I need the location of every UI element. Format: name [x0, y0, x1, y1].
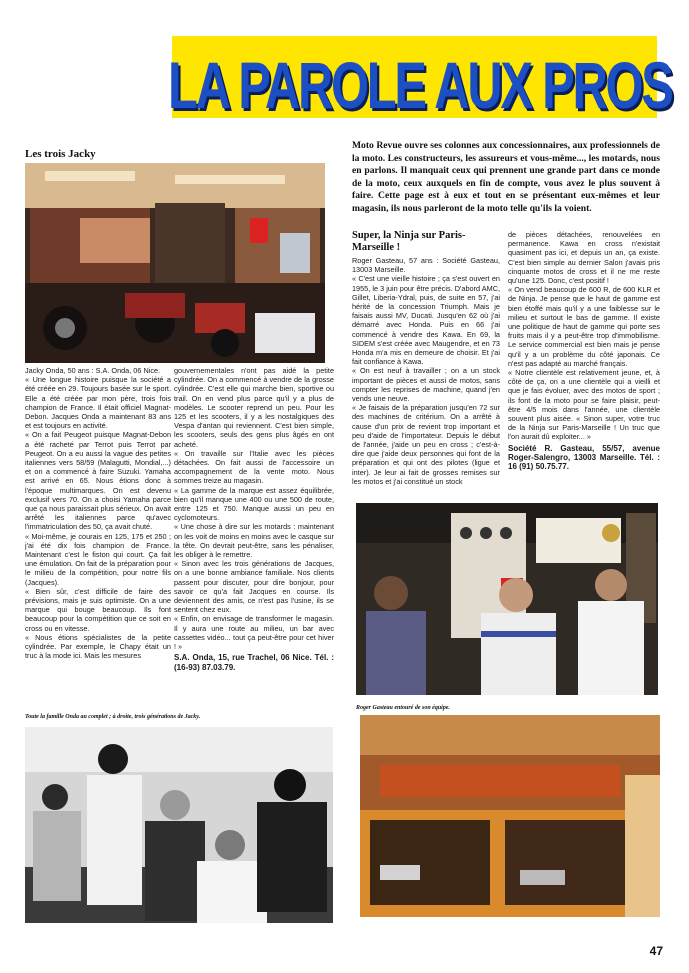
gasteau-article-col2	[508, 230, 660, 496]
onda-article-col2	[174, 366, 334, 691]
gasteau-article-col1	[352, 256, 500, 496]
gasteau-text-col1: Roger Gasteau, 57 ans : Société Gasteau, 13003 Marseille. « C'est une vieille histoire ; ça s'est ouvert en 1955, le 3 juin pour être précis. D'abord AMC, Gillet, Liberia-Ydral, puis, de suite en 57, j'ai hérité de la concession Triumph. Mais je faisais aussi MV, Ducati. Jusqu'en 62 où j'ai démarré avec Honda. Puis en 66 j'ai commencé à vendre des Kawa. En 69, la SIDEM s'est créée avec Maugendre, et en 73 Honda m'a mis en demeure de choisir. Et j'ai fait confiance à Kawa. « On est neuf à travailler ; on a un stock important de pièces et aussi de motos, sans compter les reprises de machine, quand j'en vends une neuve. « Je faisais de la préparation jusqu'en 72 sur des machines de critérium. On a arrêté à cause d'un prix de revient trop important et peu d'aide de l'importateur. Depuis le début de l'année, j'aide un peu en cross ; c'est-à-dire que j'aide deux personnes qui font de la préparation et qui ont des pilotes (ligue et inter). Je leur ai fait de grosses remises sur les motos et j'ai constitué un stock	[352, 256, 500, 486]
page-title: LA PAROLE AUX PROS	[168, 48, 672, 122]
gasteau-address: Société R. Gasteau, 55/57, avenue Roger-Salengro, 13003 Marseille. Tél. : 16 (91) 50.75.77.	[508, 443, 660, 472]
onda-text-col2: gouvernementales n'ont pas aidé la petite cylindrée. On a commencé à vendre de la grosse cylindrée. C'est elle qui marche bien, sportive ou trail. On en vend plus parce qu'il y a plus de modèles. Le scooter reprend un peu. Pour les 125 et les scooters, il y a les nostalgiques des Vespa d'antan qui reviennent. C'est bien simple, les scooters, seuls des gens plus âgés en ont acheté. « On travaille sur l'Italie avec les pièces détachées. On fait aussi de l'accessoire un accompagnement de la vente moto. Nous sommes treize au magasin. « La gamme de la marque est assez équilibrée, bien qu'il manque une 400 ou une 500 de route, entre 125 et 750. Manque aussi un peu en cyclomoteurs. « Une chose à dire sur les motards : maintenant on les voit de moins en moins avec le casque sur la tête. On devrait peut-être, sans les pénaliser, les obliger à le remettre. « Sinon avec les trois générations de Jacques, on a une bonne ambiance familiale. Nos clients passent pour discuter, pour dire bonjour, pour savoir ce qu'a fait Jacques en course. Ils deviennent des amis, ce n'est pas l'usine, ils se sentent chez eux. « Enfin, on envisage de transformer le magasin. Il y aura une route au milieu, un bar avec cassettes vidéo... tout ça peut-être pour cet hiver ! »	[174, 366, 334, 652]
onda-address: S.A. Onda, 15, rue Trachel, 06 Nice. Tél. : (16-93) 87.03.79.	[174, 653, 334, 672]
page-number: 47	[649, 944, 663, 958]
onda-family-photo	[25, 727, 333, 923]
gasteau-team-photo	[356, 503, 658, 695]
onda-shop-photo	[25, 163, 325, 363]
onda-article-col1	[25, 366, 171, 691]
gasteau-caption: Roger Gasteau entouré de son équipe.	[356, 705, 451, 711]
onda-text-col1: Jacky Onda, 50 ans : S.A. Onda, 06 Nice. « Une longue histoire puisque la société a été créée en 29. Toujours basée sur le sport. Elle a été créée par mon père, trois fois champion de France. Il était officiel Magnat-Debon. Jacques Onda a maintenant 83 ans et est toujours en activité. « On a fait Peugeot puisque Magnat-Debon a été racheté par Terrot puis Terrot par Peugeot. On a eu aussi la vague des petites italiennes vers 58/59 (Malagutti, Mondial,...) et on a commencé à faire Suzuki. Yamaha est arrivé en 65. Nous étions donc à l'époque multimarques. On est devenu exclusif vers 70. On a choisi Yamaha parce que ça nous paraissait plus sérieux. On avait arrêté les italiennes parce qu'avec l'immatriculation des 50, ça avait chuté. « Moi-même, je courais en 125, 175 et 250 ; j'ai été dix fois champion de France. Maintenant c'est le fiston qui court. Ça fait une émulation. On fait de la préparation pour le milieu de la compétition, pour notre fils (Jacques). « Bien sûr, c'est difficile de faire des prévisions, mais je suis optimiste. On a une marque qui bouge beaucoup. Ils font beaucoup pour la compétition que ce soit en cross ou en vitesse. « Nous étions spécialistes de la petite cylindrée. Par exemple, le Chapy était un truc à la mode ici. Mais les mesures	[25, 366, 171, 661]
gasteau-storefront-photo	[360, 715, 660, 917]
onda-caption: Toute la famille Onda au complet ; à droite, trois générations de Jacky.	[25, 714, 201, 720]
intro-paragraph: Moto Revue ouvre ses colonnes aux concessionnaires, aux professionnels de la moto. Les constructeurs, les assureurs et vous-même..., les motards, nous en parlons. Il manquait ceux qui prennent une grande part dans ce monde de la moto, ceux auxquels en fin de compte, vous avez le plus souvent à faire. Cette page est à eux et tout en se présentant eux-mêmes et leur magasin, ils nous parleront de la moto telle qu'ils la voient.	[352, 140, 660, 214]
section-heading-onda: Les trois Jacky	[25, 148, 96, 160]
section-heading-gasteau: Super, la Ninja sur Paris-Marseille !	[352, 230, 466, 253]
gasteau-text-col2: de pièces détachées, renouvelées en permanence. Kawa en cross n'existait quasiment pas ici, et depuis un an, ça existe. C'est bien simple au dernier Salon j'avais pris cinquante motos de cross et il ne me reste qu'une 125. Donc, c'est positif ! « On vend beaucoup de 600 R, de 600 KLR et de Ninja. Je pense que le haut de gamme est bien étoffé mais qu'il y a une faiblesse sur le milieu et surtout le bas de gamme. Il existe une politique de haut de gamme qui porte ses fruits mais il y a peut-être trop d'immobilisme. Le service commercial est bien mais je pense qu'il y a un problème du côté japonais. Ce n'est pas adapté au marché français. « Notre clientèle est relativement jeune, et, à côté de ça, on a une clientèle qui a vieilli et que je fais évoluer, avec des motos de sport ; ils font de la moto pour se faire plaisir, peut-être 4/5 mois dans l'année, une clientèle souvent plus aisée. « Sinon super, votre truc de la Ninja sur Paris-Marseille ! Un truc que l'on aurait dû exploiter... »	[508, 230, 660, 442]
